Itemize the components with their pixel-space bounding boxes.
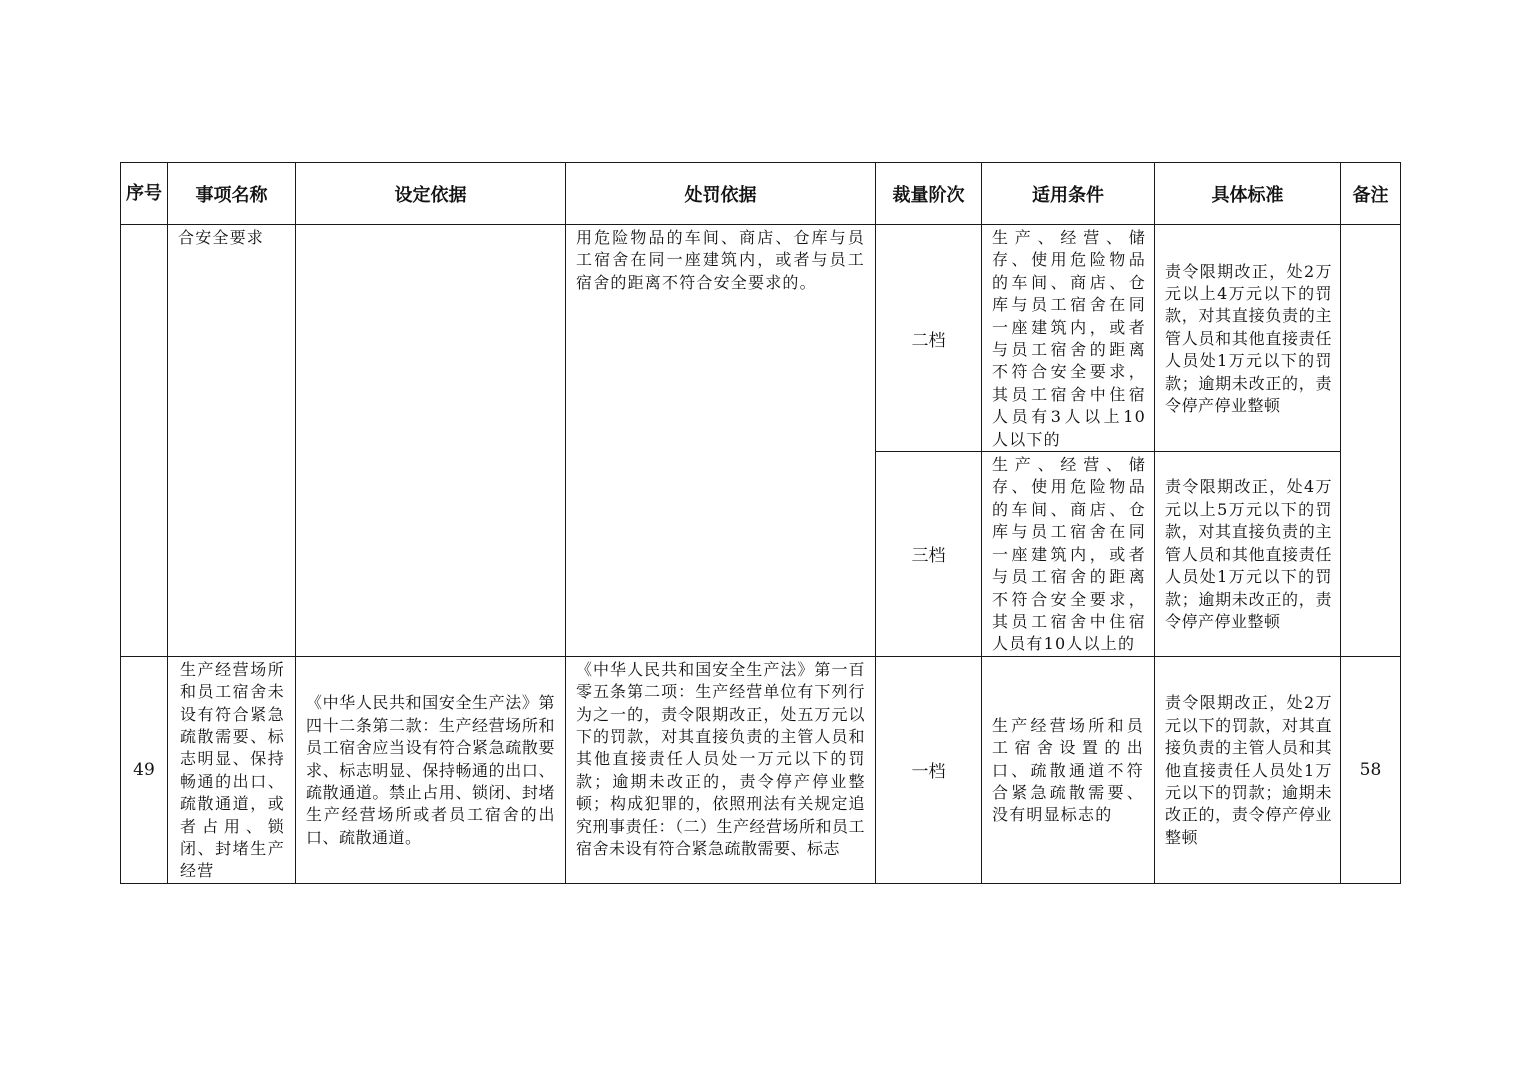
item-49-condition: 生产经营场所和员工宿舍设置的出口、疏散通道不符合紧急疏散需要、没有明显标志的: [992, 715, 1144, 825]
condition-cell-3: [982, 452, 1155, 657]
standard-2: 责令限期改正，处2万元以上4万元以下的罚款，对其直接负责的主管人员和其他直接责任人员处1万元以下的罚款；逾期未改正的，责令停产停业整顿: [1165, 261, 1332, 416]
item-49-remark: 58: [1341, 656, 1401, 883]
level-2: 二档: [876, 225, 982, 452]
continued-name: 合安全要求: [178, 228, 265, 247]
item-49-name-cell: [168, 656, 296, 883]
header-level: 裁量阶次: [876, 163, 982, 225]
level-3: 三档: [876, 452, 982, 657]
condition-3: 生产、经营、储存、使用危险物品的车间、商店、仓库与员工宿舍在同一座建筑内，或者与员工宿舍的距离不符合安全要求，其员工宿舍中住宿人员有10人以上的: [992, 455, 1146, 654]
standard-3: 责令限期改正，处4万元以上5万元以下的罚款，对其直接负责的主管人员和其他直接责任人员处1万元以下的罚款；逾期未改正的，责令停产停业整顿: [1165, 477, 1332, 631]
header-row: [121, 163, 1401, 225]
standard-cell-2: [1155, 225, 1341, 452]
item-49-level: 一档: [876, 656, 982, 883]
item-49-num: 49: [121, 656, 168, 883]
continued-num-cell: [121, 225, 168, 657]
item-49-basis-penalty: 《中华人民共和国安全生产法》第一百零五条第二项：生产经营单位有下列行为之一的，责令限期改正，处五万元以下的罚款，对其直接负责的主管人员和其他直接责任人员处一万元以下的罚款；逾期未改正的，责令停产停业整顿；构成犯罪的，依照刑法有关规定追究刑事责任：（二）生产经营场所和员工宿舍未设有符合紧急疏散需要、标志: [576, 659, 866, 858]
continued-name-cell: [168, 225, 296, 657]
header-name: 事项名称: [168, 163, 296, 225]
condition-cell-2: [982, 225, 1155, 452]
header-basis-set: 设定依据: [296, 163, 566, 225]
header-basis-penalty: 处罚依据: [566, 163, 876, 225]
item-49-standard: 责令限期改正，处2万元以下的罚款，对其直接负责的主管人员和其他直接责任人员处1万元以下的罚款；逾期未改正的，责令停产停业整顿: [1165, 693, 1332, 847]
continued-basis-penalty: 用危险物品的车间、商店、仓库与员工宿舍在同一座建筑内，或者与员工宿舍的距离不符合安全要求的。: [576, 228, 865, 292]
item-49-name: 生产经营场所和员工宿舍未设有符合紧急疏散需要、标志明显、保持畅通的出口、疏散通道，或者占用、锁闭、封堵生产经营: [180, 659, 285, 881]
item-49-basis-set: 《中华人民共和国安全生产法》第四十二条第二款：生产经营场所和员工宿舍应当设有符合紧急疏散要求、标志明显、保持畅通的出口、疏散通道。禁止占用、锁闭、封堵生产经营场所或者员工宿舍的出口、疏散通道。: [306, 693, 555, 847]
header-condition: 适用条件: [982, 163, 1155, 225]
item-49-condition-cell: [982, 656, 1155, 883]
continued-basis-set-cell: [296, 225, 566, 657]
table-row: [121, 225, 1401, 452]
standard-cell-3: [1155, 452, 1341, 657]
continued-remark-cell: [1341, 225, 1401, 657]
header-standard: 具体标准: [1155, 163, 1341, 225]
header-remark: 备注: [1341, 163, 1401, 225]
header-num: 序号: [121, 163, 168, 225]
penalty-standards-table: [120, 162, 1401, 884]
item-49-basis-penalty-cell: [566, 656, 876, 883]
item-49-standard-cell: [1155, 656, 1341, 883]
item-49-basis-set-cell: [296, 656, 566, 883]
condition-2: 生产、经营、储存、使用危险物品的车间、商店、仓库与员工宿舍在同一座建筑内，或者与员工宿舍的距离不符合安全要求，其员工宿舍中住宿人员有3人以上10人以下的: [992, 228, 1146, 449]
table-row: [121, 656, 1401, 883]
continued-basis-penalty-cell: [566, 225, 876, 657]
